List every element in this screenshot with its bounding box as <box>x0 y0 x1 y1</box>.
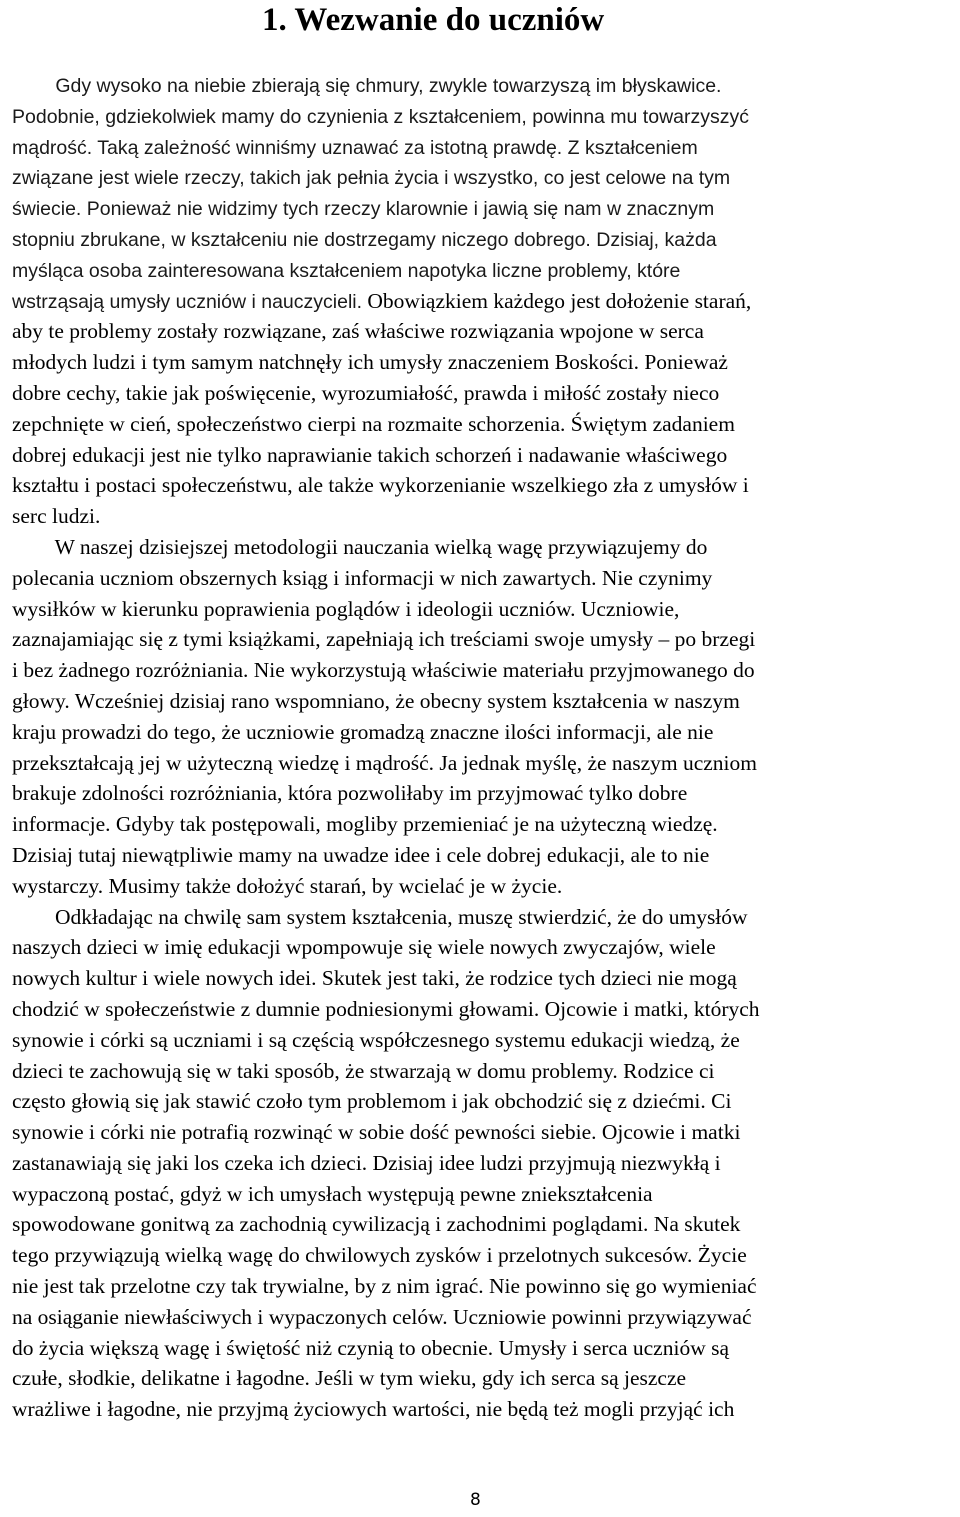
text-line <box>12 717 947 748</box>
text-segment: Rodzice ci <box>617 1058 715 1083</box>
text-line <box>12 470 947 501</box>
text-segment: Wcześniej dzisiaj rano wspomniano, że obecny system kształcenia w naszym <box>69 688 740 713</box>
text-segment: związane jest wiele rzeczy, takich jak pełnia życia i wszystko, co jest celowe na tym <box>12 167 731 190</box>
text-segment: głowy. <box>12 688 70 713</box>
text-segment: stopniu zbrukane, w kształceniu nie dostrzegamy niczego dobrego. <box>12 228 591 251</box>
text-segment: polecania uczniom obszernych ksiąg i informacji w nich zawartych. <box>12 565 597 590</box>
text-segment: wystarczy. <box>12 873 104 898</box>
text-segment: Życie <box>692 1243 747 1268</box>
text-segment: nowych kultur i wiele nowych idei. <box>12 966 317 991</box>
text-line <box>12 809 947 840</box>
text-line <box>12 686 947 717</box>
text-line <box>12 748 947 779</box>
text-segment: Ponieważ nie widzimy tych rzeczy klarownie i jawią się nam w znacznym <box>81 198 715 221</box>
text-segment: Na skutek <box>648 1212 741 1237</box>
text-segment: serc ludzi. <box>12 504 101 529</box>
text-segment: Ojcowie i matki <box>596 1120 741 1145</box>
text-segment: często głowią się jak stawić czoło tym problemom i jak obchodzić się z dziećmi. <box>12 1089 706 1114</box>
text-segment: Nie powinno się go wymieniać <box>483 1274 757 1299</box>
text-line <box>12 409 947 440</box>
text-segment: Nie wykorzystują właściwie materiału przyjmowanego do <box>248 658 755 683</box>
text-segment: przekształcają jej w użyteczną wiedzę i mądrość. <box>12 750 435 775</box>
text-line <box>12 902 947 933</box>
text-segment: Gdy wysoko na niebie zbierają się chmury, zwykle towarzyszą im błyskawice. <box>12 75 722 97</box>
text-segment: synowie i córki są uczniami i są częścią współczesnego systemu edukacji wiedzą, że <box>12 1027 740 1052</box>
text-segment: informacje. <box>12 812 111 837</box>
text-segment: W naszej dzisiejszej metodologii nauczania wielką wagę przywiązujemy do <box>12 534 708 559</box>
text-segment: naszych dzieci w imię edukacji wpompowuje się wiele nowych zwyczajów, wiele <box>12 935 716 960</box>
text-segment: mądrość. Taką zależność winniśmy uznawać za istotną prawdę. <box>12 136 563 159</box>
text-segment: Świętym zadaniem <box>565 411 735 436</box>
text-line <box>12 871 947 902</box>
text-line <box>12 378 947 409</box>
text-segment: zaznajamiając się z tymi książkami, zapełniają ich treściami swoje umysły – po brzegi <box>12 627 756 652</box>
text-segment: wysiłków w kierunku poprawienia poglądów i ideologii uczniów. <box>12 596 576 621</box>
text-segment: nie jest tak przelotne czy tak trywialne, by z nim igrać. <box>12 1274 484 1299</box>
text-segment: i bez żadnego rozróżniania. <box>12 658 249 683</box>
text-segment: Dzisiaj, każda <box>590 228 717 251</box>
text-line <box>12 1271 947 1302</box>
text-segment: myśląca osoba zainteresowana kształceniem napotyka liczne problemy, które <box>12 259 681 282</box>
text-segment: młodych ludzi i tym samym natchnęły ich umysły znaczeniem Boskości. <box>12 350 639 375</box>
page-title: 1. Wezwanie do uczniów <box>262 2 605 38</box>
text-segment: chodzić w społeczeństwie z dumnie podniesionymi głowami. <box>12 996 540 1021</box>
text-line <box>12 193 947 224</box>
text-segment: Jeśli w tym wieku, gdy ich serca są jeszcze <box>309 1366 687 1391</box>
text-line <box>12 501 947 532</box>
text-line <box>12 101 947 132</box>
text-segment: Uczniowie powinni przywiązywać <box>447 1304 752 1329</box>
text-segment: na osiąganie niewłaściwych i wypaczonych celów. <box>12 1304 448 1329</box>
text-line <box>12 563 947 594</box>
text-segment: Ci <box>705 1089 732 1114</box>
text-line <box>12 440 947 471</box>
text-segment: Obowiązkiem każdego jest dołożenie starań, <box>362 288 752 313</box>
text-line <box>12 594 947 625</box>
text-line <box>12 840 947 871</box>
text-segment: wstrząsają umysły uczniów i nauczycieli. <box>12 290 363 313</box>
text-segment: wrażliwe i łagodne, nie przyjmą życiowych wartości, nie będą też mogli przyjąć ich <box>12 1397 735 1422</box>
text-line <box>12 1333 947 1364</box>
text-line <box>12 1086 947 1117</box>
text-segment: Uczniowie, <box>575 596 680 621</box>
text-line <box>12 347 947 378</box>
text-segment: Z kształceniem <box>562 136 698 159</box>
text-segment: zepchnięte w cień, społeczeństwo cierpi na rozmaite schorzenia. <box>12 411 566 436</box>
text-segment: tego przywiązują wielką wagę do chwilowych zysków i przelotnych sukcesów. <box>12 1243 693 1268</box>
text-line <box>12 1209 947 1240</box>
text-line <box>12 70 947 101</box>
text-segment: Ja jednak myślę, że naszym uczniom <box>434 750 758 775</box>
text-line <box>12 1148 947 1179</box>
text-line <box>12 132 947 163</box>
text-segment: Nie czynimy <box>596 565 713 590</box>
text-line <box>12 1117 947 1148</box>
text-line <box>12 255 947 286</box>
text-segment: synowie i córki nie potrafią rozwinąć w sobie dość pewności siebie. <box>12 1120 597 1145</box>
text-line <box>12 932 947 963</box>
text-segment: Umysły i serca uczniów są <box>493 1335 730 1360</box>
text-segment: dobre cechy, takie jak poświęcenie, wyrozumiałość, prawda i miłość zostały nieco <box>12 380 720 405</box>
text-segment: Gdyby tak postępowali, mogliby przemieniać je na użyteczną wiedzę. <box>110 812 718 837</box>
text-segment: wypaczoną postać, gdyż w ich umysłach występują pewne zniekształcenia <box>12 1181 653 1206</box>
text-segment: Podobnie, gdziekolwiek mamy do czynienia z kształceniem, powinna mu towarzyszyć <box>12 105 749 128</box>
text-segment: czułe, słodkie, delikatne i łagodne. <box>12 1366 310 1391</box>
text-line <box>12 224 947 255</box>
text-segment: Odkładając na chwilę sam system kształcenia, muszę stwierdzić, że do umysłów <box>12 904 748 929</box>
text-segment: kształtu i postaci społeczeństwu, ale także wykorzenianie wszelkiego zła z umysłów i <box>12 473 749 498</box>
text-line <box>12 963 947 994</box>
text-segment: Dzisiaj idee ludzi przyjmują niezwykłą i <box>367 1150 721 1175</box>
text-line <box>12 1179 947 1210</box>
text-line <box>12 532 947 563</box>
document-body <box>12 70 947 1425</box>
text-segment: Skutek jest taki, że rodzice tych dzieci nie mogą <box>316 966 737 991</box>
text-segment: Ponieważ <box>638 350 728 375</box>
text-line <box>12 162 947 193</box>
text-line <box>12 1302 947 1333</box>
text-line <box>12 1363 947 1394</box>
text-segment: dobrej edukacji jest nie tylko naprawianie takich schorzeń i nadawanie właściwego <box>12 442 728 467</box>
text-segment: do życia większą wagę i świętość niż czynią to obecnie. <box>12 1335 494 1360</box>
text-segment: świecie. <box>12 198 82 221</box>
text-segment: kraju prowadzi do tego, że uczniowie gromadzą znaczne ilości informacji, ale nie <box>12 719 714 744</box>
text-segment: spowodowane gonitwą za zachodnią cywilizacją i zachodnimi poglądami. <box>12 1212 649 1237</box>
text-line <box>12 316 947 347</box>
text-line <box>12 655 947 686</box>
text-line <box>12 778 947 809</box>
text-segment: brakuje zdolności rozróżniania, która pozwoliłaby im przyjmować tylko dobre <box>12 781 688 806</box>
text-segment: aby te problemy zostały rozwiązane, zaś właściwe rozwiązania wpojone w serca <box>12 319 704 344</box>
text-line <box>12 1394 947 1425</box>
text-segment: Dzisiaj tutaj niewątpliwie mamy na uwadze idee i cele dobrej edukacji, ale to nie <box>12 842 710 867</box>
text-line <box>12 1025 947 1056</box>
text-line <box>12 286 947 317</box>
text-segment: Ojcowie i matki, których <box>539 996 760 1021</box>
text-segment: dzieci te zachowują się w taki sposób, że stwarzają w domu problemy. <box>12 1058 618 1083</box>
page-number: 8 <box>470 1490 481 1510</box>
text-line <box>12 1056 947 1087</box>
text-line <box>12 624 947 655</box>
text-segment: Musimy także dołożyć starań, by wcielać je w życie. <box>103 873 563 898</box>
text-line <box>12 1240 947 1271</box>
text-line <box>12 994 947 1025</box>
text-segment: zastanawiają się jaki los czeka ich dzieci. <box>12 1150 368 1175</box>
